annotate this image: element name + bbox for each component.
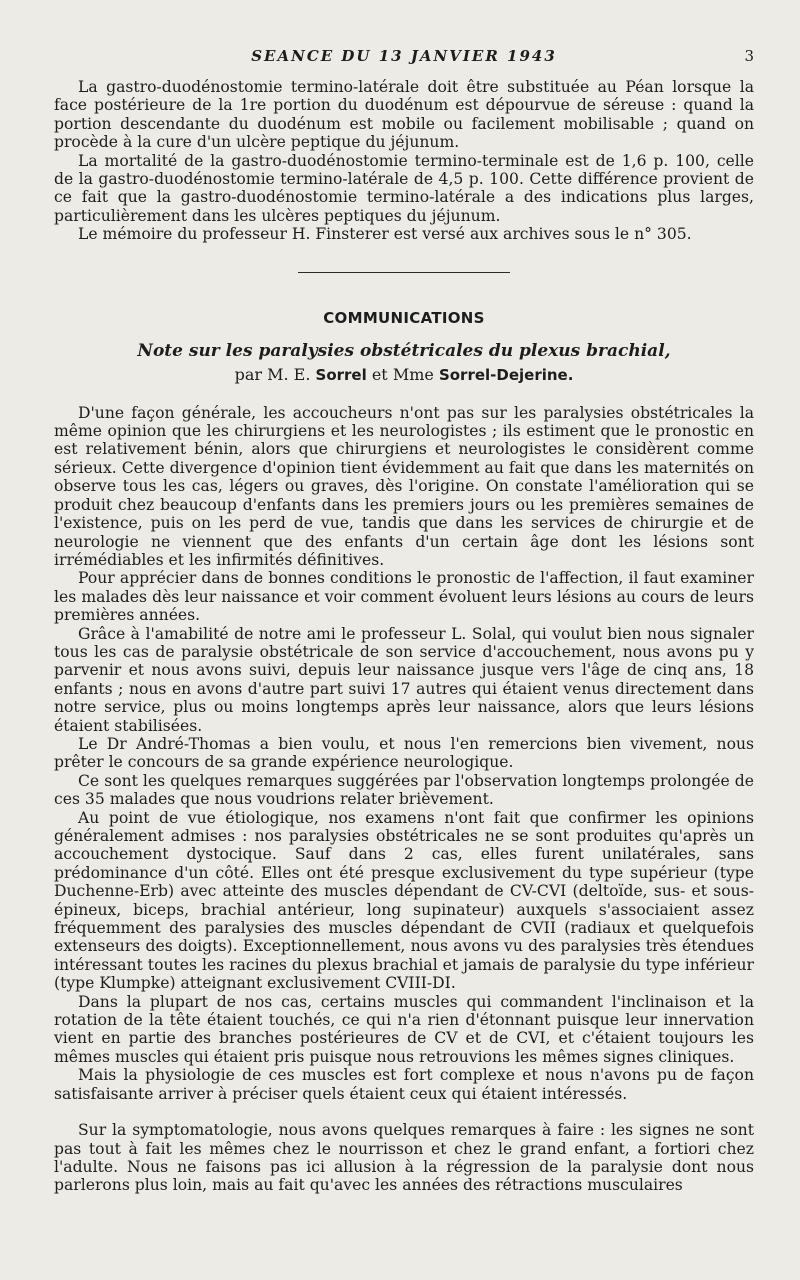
paragraph: Sur la symptomatologie, nous avons quelques remarques à faire : les signes ne sont pas tout à fait les mêmes chez le nourrisson et chez le grand enfant, a fortiori chez l'adulte. Nous ne faisons pas ici allusion à la régression de la paralysie dont nous parlerons plus loin, mais au fait qu'avec les années des rétractions musculaires	[54, 1121, 754, 1195]
paragraph: Grâce à l'amabilité de notre ami le professeur L. Solal, qui voulut bien nous signaler tous les cas de paralysie obstétricale de son service d'accouchement, nous avons pu y parvenir et nous avons suivi, depuis leur naissance jusque vers l'âge de cinq ans, 18 enfants ; nous en avons d'autre part suivi 17 autres qui étaient venus directement dans notre service, plus ou moins longtemps après leur naissance, alors que leurs lésions étaient stabilisées.	[54, 624, 754, 735]
paragraph: Le mémoire du professeur H. Finsterer est versé aux archives sous le n° 305.	[78, 225, 692, 244]
paragraph: Ce sont les quelques remarques suggérées par l'observation longtemps prolongée de ces 35 malades que nous voudrions relater brièvement.	[54, 771, 754, 809]
page-number: 3	[744, 47, 754, 65]
byline-prefix: par M. E.	[234, 364, 311, 384]
section-heading: COMMUNICATIONS	[323, 308, 485, 327]
author-name: Sorrel-Dejerine.	[438, 365, 574, 384]
paragraph: La mortalité de la gastro-duodénostomie termino-terminale est de 1,6 p. 100, celle de la gastro-duodénostomie termino-latérale de 4,5 p. 100. Cette différence provient de ce fait que la gastro-duodénostomie termino-latérale a des indications plus larges, particulièrement dans les ulcères peptiques du jéjunum.	[54, 151, 754, 225]
paragraph: D'une façon générale, les accoucheurs n'ont pas sur les paralysies obstétricales la même opinion que les chirurgiens et les neurologistes ; ils estiment que le pronostic en est relativement bénin, alors que chirurgiens et neurologistes le considèrent comme sérieux. Cette divergence d'opinion tient évidemment au fait que dans les maternités on observe tous les cas, légers ou graves, dès l'origine. On constate l'amélioration qui se produit chez beaucoup d'enfants dans les premiers jours ou les premières semaines de l'existence, puis on les perd de vue, tandis que dans les services de chirurgie et de neurologie ne viennent que des enfants d'un certain âge dont les lésions sont irrémédiables et les infirmités définitives.	[54, 403, 754, 569]
running-title: SEANCE DU 13 JANVIER 1943	[251, 47, 557, 65]
paragraph-gap	[54, 1103, 754, 1121]
article-title: Note sur les paralysies obstétricales du plexus brachial,	[137, 340, 671, 361]
paragraph: Au point de vue étiologique, nos examens n'ont fait que confirmer les opinions généralement admises : nos paralysies obstétricales ne se sont produites qu'après un accouchement dystocique. Sauf dans 2 cas, elles furent unilatérales, sans prédominance d'un côté. Elles ont été presque exclusivement du type supérieur (type Duchenne-Erb) avec atteinte des muscles dépendant de CV-CVI (deltoïde, sus- et sous-épineux, biceps, brachial antérieur, long supinateur) auxquels s'associaient assez fréquemment des paralysies des muscles dépendant de CVII (radiaux et quelquefois extenseurs des doigts). Exceptionnellement, nous avons vu des paralysies très étendues intéressant toutes les racines du plexus brachial et jamais de paralysie du type inférieur (type Klumpke) atteignant exclusivement CVIII-DI.	[54, 808, 754, 993]
author-name: Sorrel	[315, 365, 367, 384]
top-text-block	[54, 78, 754, 244]
paragraph: Le Dr André-Thomas a bien voulu, et nous l'en remercions bien vivement, nous prêter le concours de sa grande expérience neurologique.	[54, 734, 754, 772]
byline	[54, 365, 754, 384]
section-divider	[298, 272, 510, 273]
running-header	[54, 44, 754, 68]
paragraph: Dans la plupart de nos cas, certains muscles qui commandent l'inclinaison et la rotation de la tête étaient touchés, ce qui n'a rien d'étonnant puisque leur innervation vient en partie des branches postérieures de CV et de CVI, et c'étaient toujours les mêmes muscles qui étaient pris puisque nous retrouvions les mêmes signes cliniques.	[54, 992, 754, 1066]
byline-mid: et Mme	[371, 364, 434, 384]
paragraph: Pour apprécier dans de bonnes conditions le pronostic de l'affection, il faut examiner les malades dès leur naissance et voir comment évoluent leurs lésions au cours de leurs premières années.	[54, 569, 754, 625]
paragraph: La gastro-duodénostomie termino-latérale doit être substituée au Péan lorsque la face postérieure de la 1re portion du duodénum est dépourvue de séreuse : quand la portion descendante du duodénum est mobile ou facilement mobilisable ; quand on procède à la cure d'un ulcère peptique du jéjunum.	[54, 78, 754, 152]
article-body	[54, 404, 754, 1195]
paragraph: Mais la physiologie de ces muscles est fort complexe et nous n'avons pu de façon satisfaisante arriver à préciser quels étaient ceux qui étaient intéressés.	[54, 1066, 754, 1103]
